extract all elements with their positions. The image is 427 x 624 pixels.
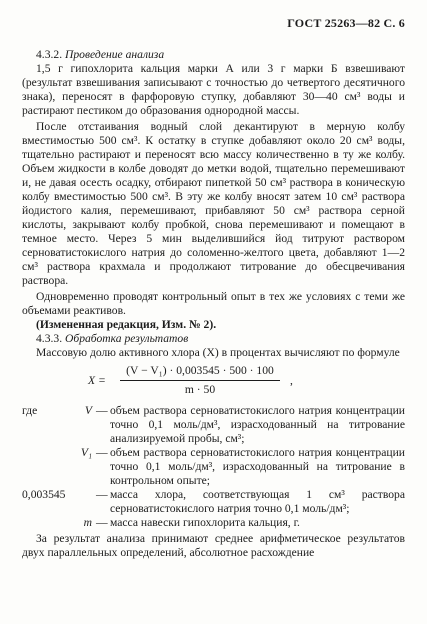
section-4-3-3-heading [22, 332, 405, 346]
section-4-3-2-heading [22, 48, 405, 62]
paragraph-weighing: 1,5 г гипохлорита кальция марки А или 3 г марки Б взвешивают (результат взвешивания записывают с точностью до четвертого десятичного знака), переносят в фарфоровую ступку, добавляют 30—40 см³ воды и растирают пестиком до образования однородной массы. [22, 62, 405, 117]
section-number: 4.3.3. [36, 332, 63, 345]
page-header: ГОСТ 25263—82 С. 6 [287, 16, 405, 30]
paragraph-formula-intro: Массовую долю активного хлора (X) в процентах вычисляют по формуле [36, 346, 400, 359]
formula-lhs: X = [88, 374, 106, 387]
where-label: где [22, 404, 38, 417]
definition-row [22, 404, 405, 446]
paragraph-procedure: После отстаивания водный слой декантируют в мерную колбу вместимостью 500 см³. К остатку в ступке добавляют около 20 см³ воды, тщательно растирают и переносят всю массу количественно в ту же колбу. Объем жидкости в колбе доводят до метки водой, тщательно перемешивают и, не давая осесть осадку, отбирают пипеткой 50 см³ раствора в коническую колбу вместимостью 500 см³. В эту же колбу вносят затем 10 см³ раствора йодистого калия, перемешивают, прибавляют 50 см³ раствора серной кислоты, закрывают колбу пробкой, снова перемешивают и помещают в темное место. Через 5 мин выделившийся йод титруют раствором серноватистокислого натрия до соломенно-желтого цвета, добавляют 1—2 см³ раствора крахмала и продолжают титрование до обесцвечивания раствора. [22, 120, 405, 287]
paragraph-result: За результат анализа принимают среднее арифметическое результатов двух параллельных определений, абсолютное расхождение [22, 532, 405, 559]
definition-dash: — [96, 446, 108, 459]
formula-trailing-comma: , [290, 374, 293, 387]
definition-row [22, 516, 405, 530]
section-title: Обработка результатов [65, 332, 189, 345]
definition-dash: — [96, 516, 108, 529]
definition-text: объем раствора серноватистокислого натрия концентрации точно 0,1 моль/дм³, израсходованный на титрование в контрольном опыте; [110, 446, 405, 487]
section-title: Проведение анализа [65, 48, 165, 61]
formula-numerator: (V − V₁) · 0,003545 · 500 · 100 [120, 364, 280, 381]
definition-symbol: V [84, 404, 92, 417]
definition-text: масса навески гипохлорита кальция, г. [110, 516, 300, 529]
formula-denominator: m · 50 [184, 383, 216, 396]
variable-definitions [22, 404, 405, 530]
definition-text: объем раствора серноватистокислого натрия концентрации точно 0,1 моль/дм³, израсходованный на титрование анализируемой пробы, см³; [110, 404, 405, 445]
definition-row [22, 488, 405, 516]
definition-symbol: V₁ [80, 446, 92, 459]
definition-text: масса хлора, соответствующая 1 см³ раствора серноватистокислого натрия точно 0,1 моль/дм³; [110, 488, 405, 515]
section-number: 4.3.2. [36, 48, 63, 61]
formula [22, 364, 405, 400]
definition-symbol: 0,003545 [22, 488, 66, 501]
paragraph-control-test: Одновременно проводят контрольный опыт в тех же условиях с теми же объемами реактивов. [22, 290, 405, 317]
edition-note: (Измененная редакция, Изм. № 2). [36, 318, 217, 331]
definition-row [22, 446, 405, 488]
definition-dash: — [96, 404, 108, 417]
definition-dash: — [96, 488, 108, 501]
document-body [22, 48, 405, 560]
formula-fraction [120, 364, 280, 397]
definition-symbol: m [83, 516, 92, 529]
